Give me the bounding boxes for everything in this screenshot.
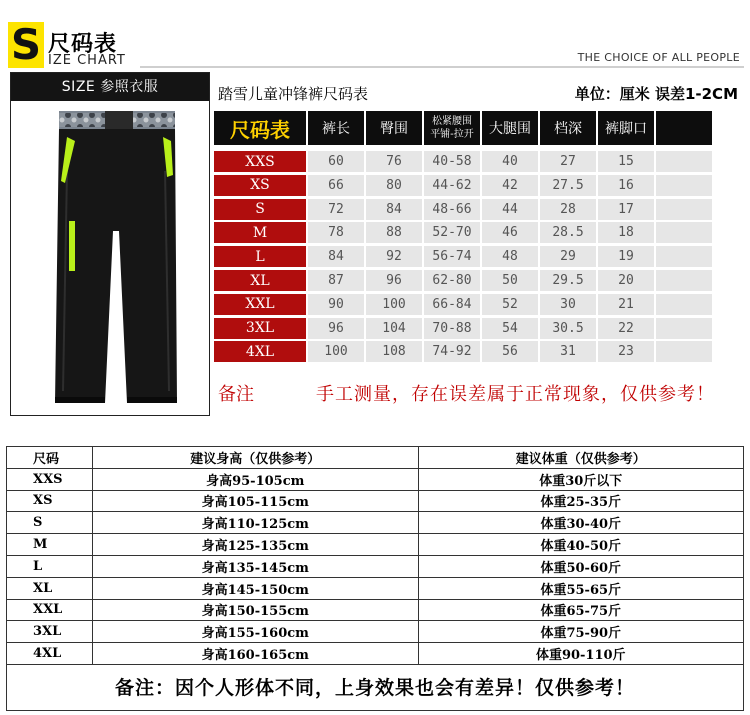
measurement-cell: 92 bbox=[366, 246, 422, 267]
measurement-cell: 31 bbox=[540, 341, 596, 362]
measurement-column-header: 档深 bbox=[540, 111, 596, 145]
measurement-cell bbox=[656, 151, 712, 172]
page-title: 尺码表 bbox=[48, 32, 118, 57]
size-label-cell: XS bbox=[214, 175, 306, 196]
size-cell: XXS bbox=[7, 468, 93, 490]
measurement-cell: 62-80 bbox=[424, 270, 480, 291]
measurement-cell: 84 bbox=[366, 199, 422, 220]
height-cell: 身高125-135cm bbox=[93, 534, 419, 556]
measurement-cell: 18 bbox=[598, 222, 654, 243]
table-row bbox=[7, 599, 744, 621]
weight-cell: 体重25-35斤 bbox=[418, 490, 744, 512]
measurement-cell: 96 bbox=[366, 270, 422, 291]
size-cell: S bbox=[7, 512, 93, 534]
measurement-cell: 88 bbox=[366, 222, 422, 243]
note-label: 备注 bbox=[218, 384, 254, 405]
measurement-cell: 17 bbox=[598, 199, 654, 220]
measurement-cell: 80 bbox=[366, 175, 422, 196]
measurement-cell bbox=[656, 246, 712, 267]
measurement-cell bbox=[656, 318, 712, 339]
measurement-cell: 16 bbox=[598, 175, 654, 196]
weight-cell: 体重40-50斤 bbox=[418, 534, 744, 556]
table-row bbox=[7, 555, 744, 577]
measurement-cell: 30 bbox=[540, 294, 596, 315]
measurement-cell: 52 bbox=[482, 294, 538, 315]
weight-cell: 体重75-90斤 bbox=[418, 621, 744, 643]
height-cell: 身高155-160cm bbox=[93, 621, 419, 643]
size-label-cell: XL bbox=[214, 270, 306, 291]
size-cell: XXL bbox=[7, 599, 93, 621]
table-row bbox=[7, 468, 744, 490]
weight-cell: 体重30-40斤 bbox=[418, 512, 744, 534]
measurement-cell: 96 bbox=[308, 318, 364, 339]
measurement-cell: 56-74 bbox=[424, 246, 480, 267]
table-row bbox=[7, 577, 744, 599]
measurement-column-header: 大腿围 bbox=[482, 111, 538, 145]
measurement-column-header: 臀围 bbox=[366, 111, 422, 145]
measurement-cell: 29.5 bbox=[540, 270, 596, 291]
measurement-cell: 29 bbox=[540, 246, 596, 267]
size-cell: 4XL bbox=[7, 643, 93, 665]
size-cell: M bbox=[7, 534, 93, 556]
size-label-cell: L bbox=[214, 246, 306, 267]
measurement-cell: 21 bbox=[598, 294, 654, 315]
header-tagline: THE CHOICE OF ALL PEOPLE bbox=[577, 51, 740, 64]
height-cell: 身高110-125cm bbox=[93, 512, 419, 534]
size-cell: XL bbox=[7, 577, 93, 599]
product-image-panel bbox=[10, 72, 210, 416]
measurement-cell: 22 bbox=[598, 318, 654, 339]
table-row bbox=[7, 534, 744, 556]
size-label-cell: S bbox=[214, 199, 306, 220]
measurement-cell: 60 bbox=[308, 151, 364, 172]
page-subtitle: IZE CHART bbox=[48, 53, 126, 68]
weight-cell: 体重55-65斤 bbox=[418, 577, 744, 599]
measurement-cell: 108 bbox=[366, 341, 422, 362]
size-label-cell: 4XL bbox=[214, 341, 306, 362]
measurement-cell: 20 bbox=[598, 270, 654, 291]
height-cell: 身高135-145cm bbox=[93, 555, 419, 577]
measurement-cell: 54 bbox=[482, 318, 538, 339]
height-weight-reference-table bbox=[6, 446, 744, 665]
measurement-column-header: 松紧腰围 平铺-拉开 bbox=[424, 111, 480, 145]
size-label-cell: 3XL bbox=[214, 318, 306, 339]
table-row bbox=[7, 512, 744, 534]
column-header: 建议体重（仅供参考） bbox=[418, 447, 744, 469]
measurement-cell: 66 bbox=[308, 175, 364, 196]
column-header: 建议身高（仅供参考） bbox=[93, 447, 419, 469]
measurement-cell: 27.5 bbox=[540, 175, 596, 196]
measurement-cell: 90 bbox=[308, 294, 364, 315]
measurement-cell: 50 bbox=[482, 270, 538, 291]
column-header: 尺码 bbox=[7, 447, 93, 469]
size-table-unit: 单位：厘米 误差1-2CM bbox=[574, 85, 738, 103]
measurement-cell bbox=[656, 222, 712, 243]
measurement-cell bbox=[656, 270, 712, 291]
measurement-cell: 40-58 bbox=[424, 151, 480, 172]
table-row bbox=[7, 643, 744, 665]
table-row bbox=[7, 490, 744, 512]
ski-pants-image bbox=[53, 111, 181, 407]
measurement-cell: 27 bbox=[540, 151, 596, 172]
size-cell: 3XL bbox=[7, 621, 93, 643]
product-panel-label: SIZE 参照衣服 bbox=[11, 73, 209, 101]
reference-footer-note: 备注：因个人形体不同，上身效果也会有差异！仅供参考！ bbox=[6, 665, 744, 711]
measurement-cell: 30.5 bbox=[540, 318, 596, 339]
measurement-cell: 42 bbox=[482, 175, 538, 196]
size-cell: XS bbox=[7, 490, 93, 512]
measurement-cell: 84 bbox=[308, 246, 364, 267]
size-label-cell: XXL bbox=[214, 294, 306, 315]
measurement-cell: 48-66 bbox=[424, 199, 480, 220]
measurement-cell: 74-92 bbox=[424, 341, 480, 362]
measurement-cell: 19 bbox=[598, 246, 654, 267]
weight-cell: 体重90-110斤 bbox=[418, 643, 744, 665]
measurement-cell: 15 bbox=[598, 151, 654, 172]
height-cell: 身高95-105cm bbox=[93, 468, 419, 490]
measurement-cell: 28 bbox=[540, 199, 596, 220]
table-row bbox=[7, 621, 744, 643]
measurement-cell: 66-84 bbox=[424, 294, 480, 315]
weight-cell: 体重65-75斤 bbox=[418, 599, 744, 621]
measurement-cell bbox=[656, 341, 712, 362]
measurement-cell: 48 bbox=[482, 246, 538, 267]
measurement-cell: 52-70 bbox=[424, 222, 480, 243]
height-cell: 身高150-155cm bbox=[93, 599, 419, 621]
measurement-column-header: 裤长 bbox=[308, 111, 364, 145]
height-cell: 身高105-115cm bbox=[93, 490, 419, 512]
height-cell: 身高160-165cm bbox=[93, 643, 419, 665]
measurement-cell: 44 bbox=[482, 199, 538, 220]
measurement-cell: 104 bbox=[366, 318, 422, 339]
measurement-cell: 87 bbox=[308, 270, 364, 291]
measurement-cell: 78 bbox=[308, 222, 364, 243]
measurement-cell: 70-88 bbox=[424, 318, 480, 339]
measurement-cell: 76 bbox=[366, 151, 422, 172]
size-chart-logo-letter: S bbox=[8, 22, 44, 68]
header-divider bbox=[140, 66, 744, 68]
measurement-cell: 56 bbox=[482, 341, 538, 362]
measurement-cell: 100 bbox=[308, 341, 364, 362]
measurement-column-header bbox=[656, 111, 712, 145]
measurement-cell bbox=[656, 175, 712, 196]
height-cell: 身高145-150cm bbox=[93, 577, 419, 599]
size-label-cell: XXS bbox=[214, 151, 306, 172]
measurement-cell: 44-62 bbox=[424, 175, 480, 196]
measurement-cell: 28.5 bbox=[540, 222, 596, 243]
measurement-cell: 40 bbox=[482, 151, 538, 172]
size-label-cell: M bbox=[214, 222, 306, 243]
measurement-cell bbox=[656, 294, 712, 315]
size-table-title: 踏雪儿童冲锋裤尺码表 bbox=[218, 85, 369, 103]
size-column-header: 尺码表 bbox=[214, 111, 306, 145]
size-cell: L bbox=[7, 555, 93, 577]
measurement-cell: 72 bbox=[308, 199, 364, 220]
weight-cell: 体重50-60斤 bbox=[418, 555, 744, 577]
weight-cell: 体重30斤以下 bbox=[418, 468, 744, 490]
measurement-cell bbox=[656, 199, 712, 220]
table-header-row bbox=[7, 447, 744, 469]
measurement-cell: 23 bbox=[598, 341, 654, 362]
measurement-cell: 100 bbox=[366, 294, 422, 315]
measurement-column-header: 裤脚口 bbox=[598, 111, 654, 145]
measurement-cell: 46 bbox=[482, 222, 538, 243]
note-text: 手工测量，存在误差属于正常现象，仅供参考！ bbox=[316, 384, 715, 405]
